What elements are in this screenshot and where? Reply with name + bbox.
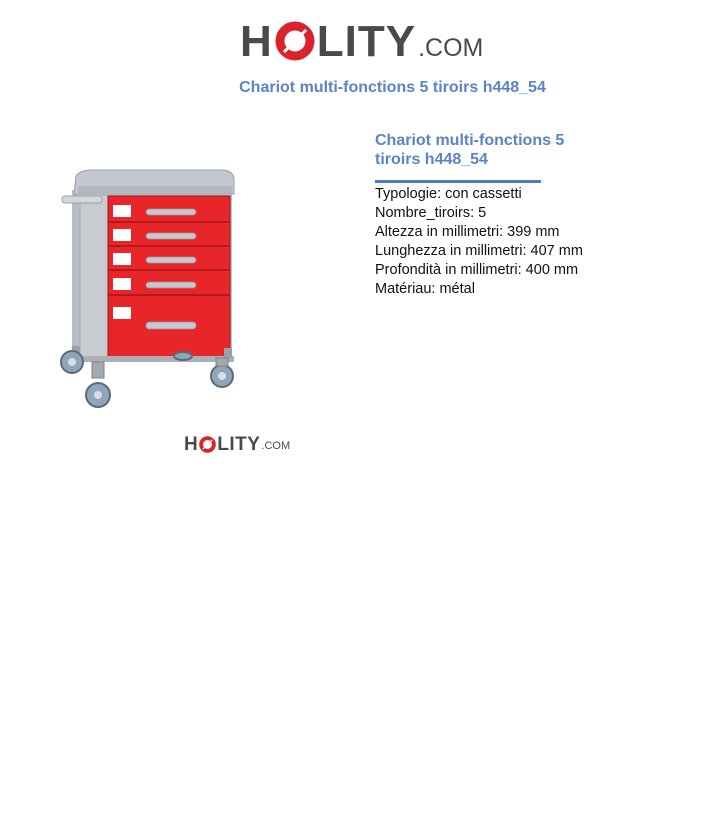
brand-logo-small: [184, 432, 290, 454]
logo-ring-icon: [275, 21, 315, 61]
logo-letter-h: H: [184, 434, 199, 455]
logo-ring-icon: [199, 436, 216, 453]
spec-nombre-tiroirs: Nombre_tiroirs: 5: [375, 205, 487, 221]
title-divider: [375, 180, 541, 183]
logo-domain: .COM: [261, 440, 291, 452]
logo-letters-lity: LITY: [316, 17, 417, 66]
product-name: [375, 131, 635, 169]
product-info: [375, 131, 635, 299]
spec-lunghezza: Lunghezza in millimetri: 407 mm: [375, 243, 583, 259]
logo-letter-h: H: [240, 17, 273, 66]
spec-altezza: Altezza in millimetri: 399 mm: [375, 224, 560, 240]
logo-domain: .COM: [418, 34, 484, 62]
brand-logo[interactable]: [240, 14, 483, 64]
page-title: Chariot multi-fonctions 5 tiroirs h448_54: [239, 79, 546, 96]
spec-typologie: Typologie: con cassetti: [375, 186, 522, 202]
product-name-line1: Chariot multi-fonctions 5: [375, 132, 565, 149]
spec-profondita: Profondità in millimetri: 400 mm: [375, 262, 579, 278]
product-image: [0, 112, 360, 472]
spec-materiau: Matériau: métal: [375, 281, 475, 297]
logo-letters-lity: LITY: [217, 434, 261, 455]
product-name-line2: tiroirs h448_54: [375, 151, 488, 168]
